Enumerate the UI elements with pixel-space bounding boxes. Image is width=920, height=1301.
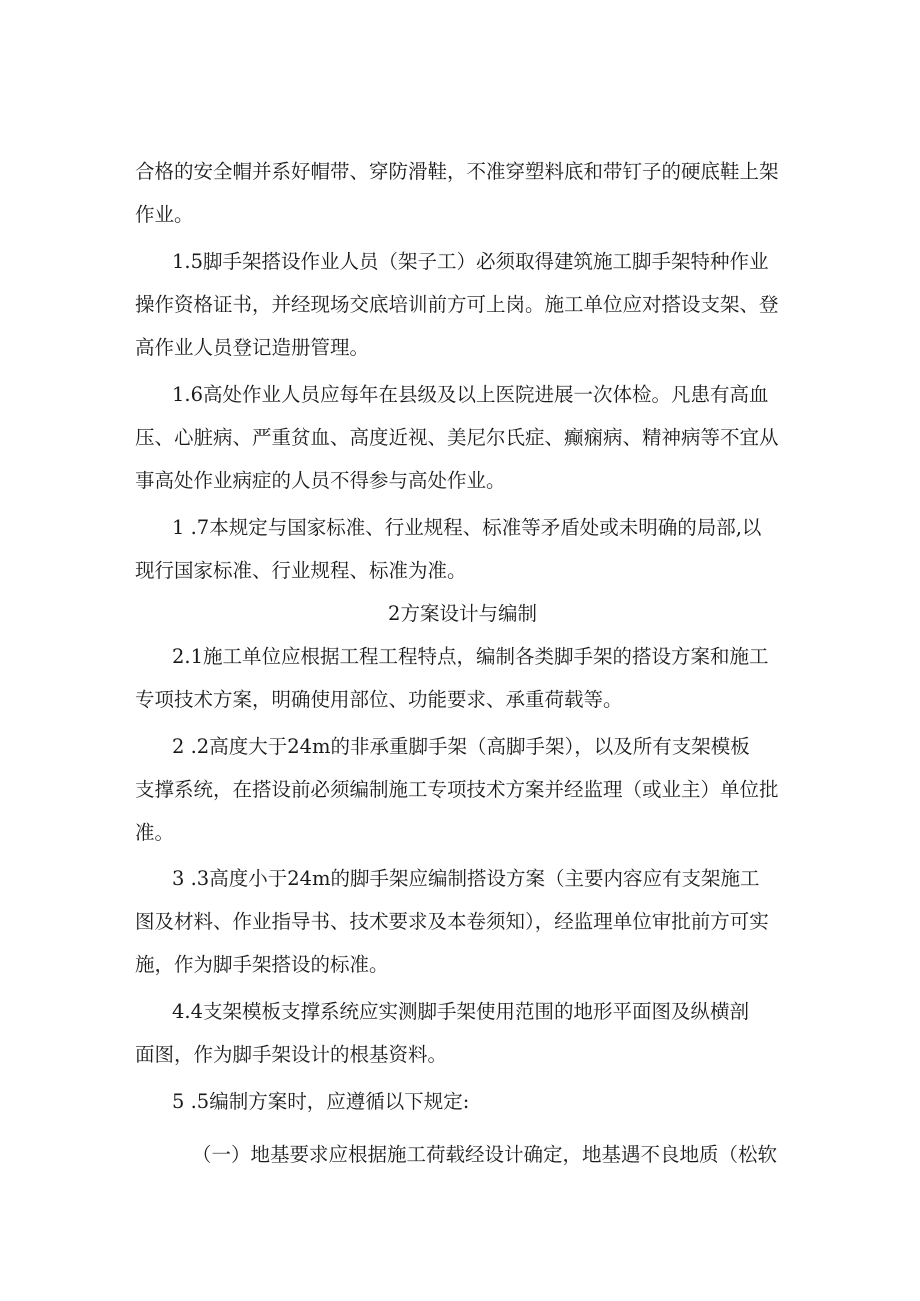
text-line: 高作业人员登记造册管理。 — [135, 336, 370, 359]
text-line: 图及材料、作业指导书、技术要求及本卷须知），经监理单位审批前方可实 — [135, 910, 769, 933]
paragraph-item-1: （一）地基要求应根据施工荷载经设计确定，地基遇不良地质（松软 — [192, 1143, 778, 1166]
paragraph-3-3: 3 .3高度小于24m的脚手架应编制搭设方案（主要内容应有支架施工 — [172, 867, 760, 890]
text-line: 现行国家标准、行业规程、标准为准。 — [135, 559, 467, 582]
section-heading: 2方案设计与编制 — [388, 602, 537, 625]
text-line: 支撑系统，在搭设前必须编制施工专项技术方案并经监理（或业主）单位批 — [135, 778, 779, 801]
paragraph-2-1: 2.1施工单位应根据工程工程特点，编制各类脚手架的搭设方案和施工 — [172, 645, 769, 668]
paragraph-5-5: 5 .5编制方案时，应遵循以下规定: — [172, 1090, 470, 1113]
paragraph-2-2: 2 .2高度大于24m的非承重脚手架（高脚手架），以及所有支架模板 — [172, 735, 750, 758]
paragraph-1-6: 1.6高处作业人员应每年在县级及以上医院进展一次体检。凡患有高血 — [172, 383, 769, 406]
text-line: 专项技术方案，明确使用部位、功能要求、承重荷载等。 — [135, 688, 623, 711]
paragraph-1-7: 1 .7本规定与国家标准、行业规程、标准等矛盾处或未明确的局部,以 — [172, 516, 762, 539]
paragraph-4-4: 4.4支架模板支撑系统应实测脚手架使用范围的地形平面图及纵横剖 — [172, 1000, 750, 1023]
text-line: 作业。 — [135, 203, 194, 226]
text-line: 施，作为脚手架搭设的标准。 — [135, 953, 389, 976]
text-line: 准。 — [135, 821, 175, 844]
text-line: 面图，作为脚手架设计的根基资料。 — [135, 1043, 448, 1066]
text-line: 合格的安全帽并系好帽带、穿防滑鞋，不准穿塑料底和带钉子的硬底鞋上架 — [135, 160, 779, 183]
text-line: 压、心脏病、严重贫血、高度近视、美尼尔氏症、癫痫病、精神病等不宜从 — [135, 426, 779, 449]
text-line: 事高处作业病症的人员不得参与高处作业。 — [135, 469, 506, 492]
paragraph-1-5: 1.5脚手架搭设作业人员（架子工）必须取得建筑施工脚手架特种作业 — [172, 250, 769, 273]
text-line: 操作资格证书，并经现场交底培训前方可上岗。施工单位应对搭设支架、登 — [135, 293, 779, 316]
